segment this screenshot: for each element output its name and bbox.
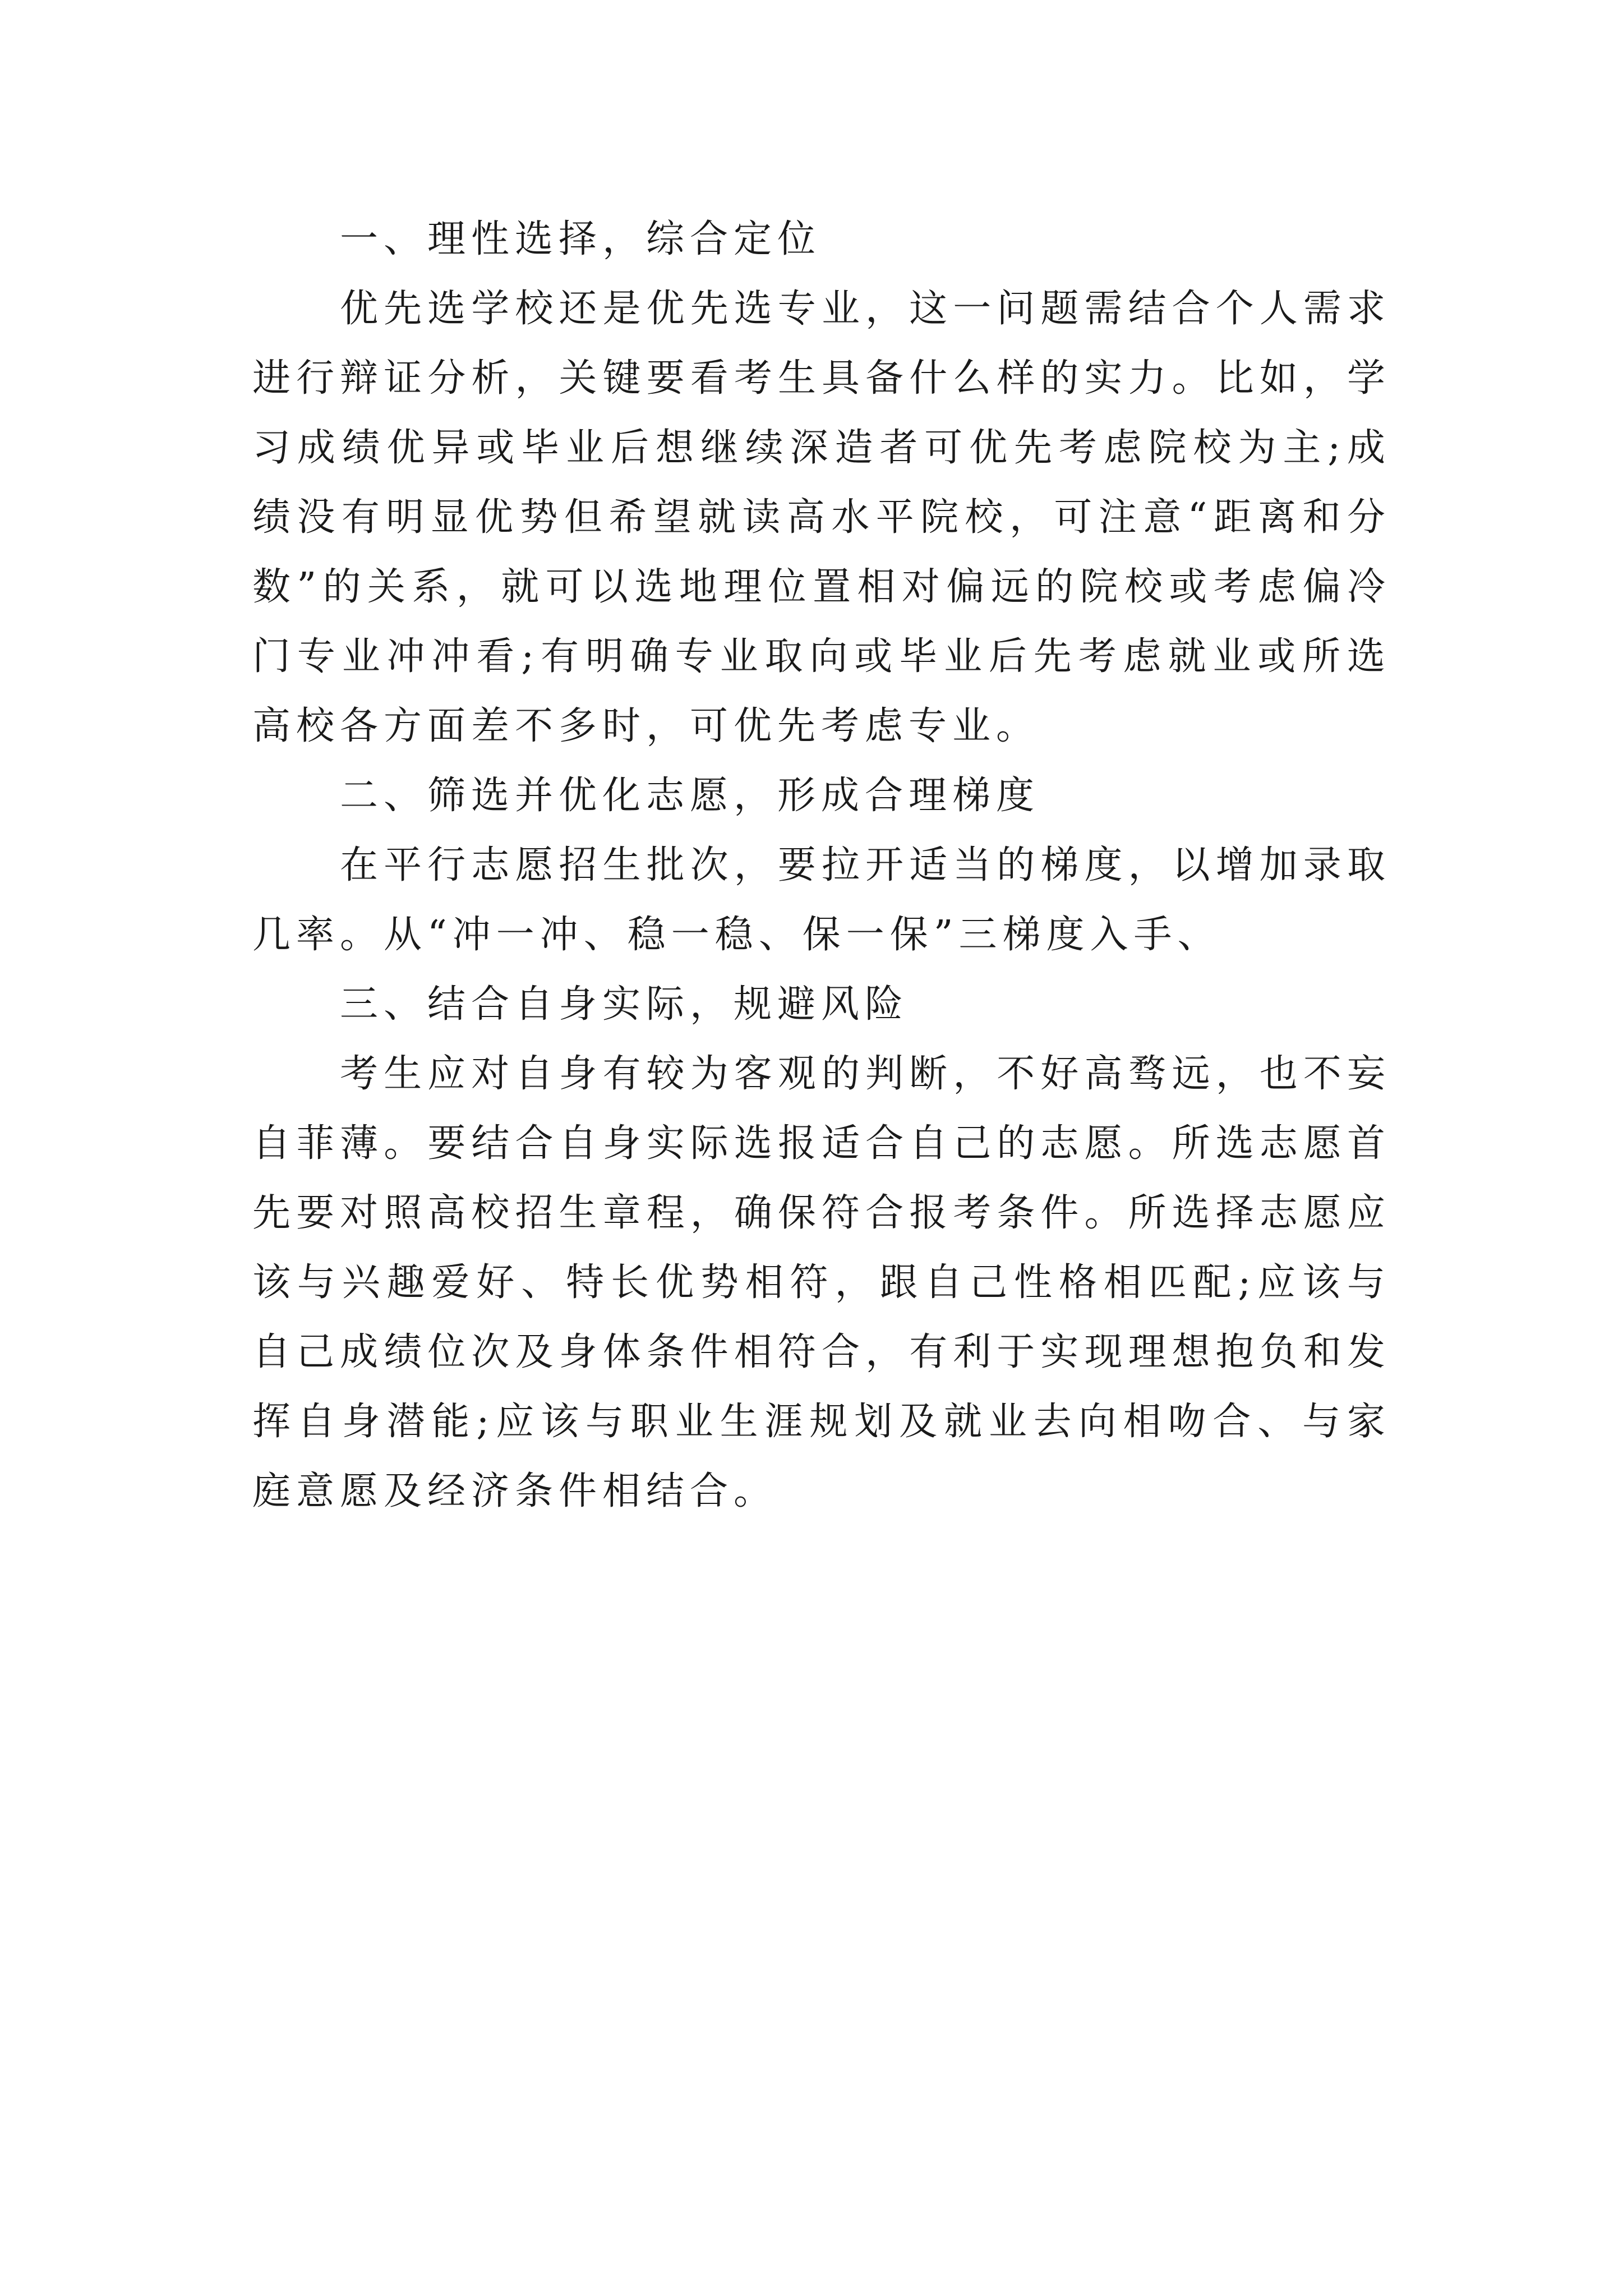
document-body (252, 205, 1391, 1526)
section-paragraph-2: 在平行志愿招生批次，要拉开适当的梯度，以增加录取几率。从“冲一冲、稳一稳、保一保”三梯度入手、 (252, 843, 1391, 957)
section-paragraph-3: 考生应对自身有较为客观的判断，不好高骛远，也不妄自菲薄。要结合自身实际选报适合自己的志愿。所选志愿首先要对照高校招生章程，确保符合报考条件。所选择志愿应该与兴趣爱好、特长优势相符，跟自己性格相匹配;应该与自己成绩位次及身体条件相符合，有利于实现理想抱负和发挥自身潜能;应该与职业生涯规划及就业去向相吻合、与家庭意愿及经济条件相结合。 (252, 1052, 1391, 1513)
section-heading-3: 三、结合自身实际，规避风险 (340, 982, 909, 1027)
section-paragraph-1: 优先选学校还是优先选专业，这一问题需结合个人需求进行辩证分析，关键要看考生具备什么样的实力。比如，学习成绩优异或毕业后想继续深造者可优先考虑院校为主;成绩没有明显优势但希望就读高水平院校，可注意“距离和分数”的关系，就可以选地理位置相对偏远的院校或考虑偏冷门专业冲冲看;有明确专业取向或毕业后先考虑就业或所选高校各方面差不多时，可优先考虑专业。 (252, 287, 1391, 748)
section-heading-2: 二、筛选并优化志愿，形成合理梯度 (340, 774, 1040, 818)
section-heading-1: 一、理性选择，综合定位 (340, 217, 822, 261)
